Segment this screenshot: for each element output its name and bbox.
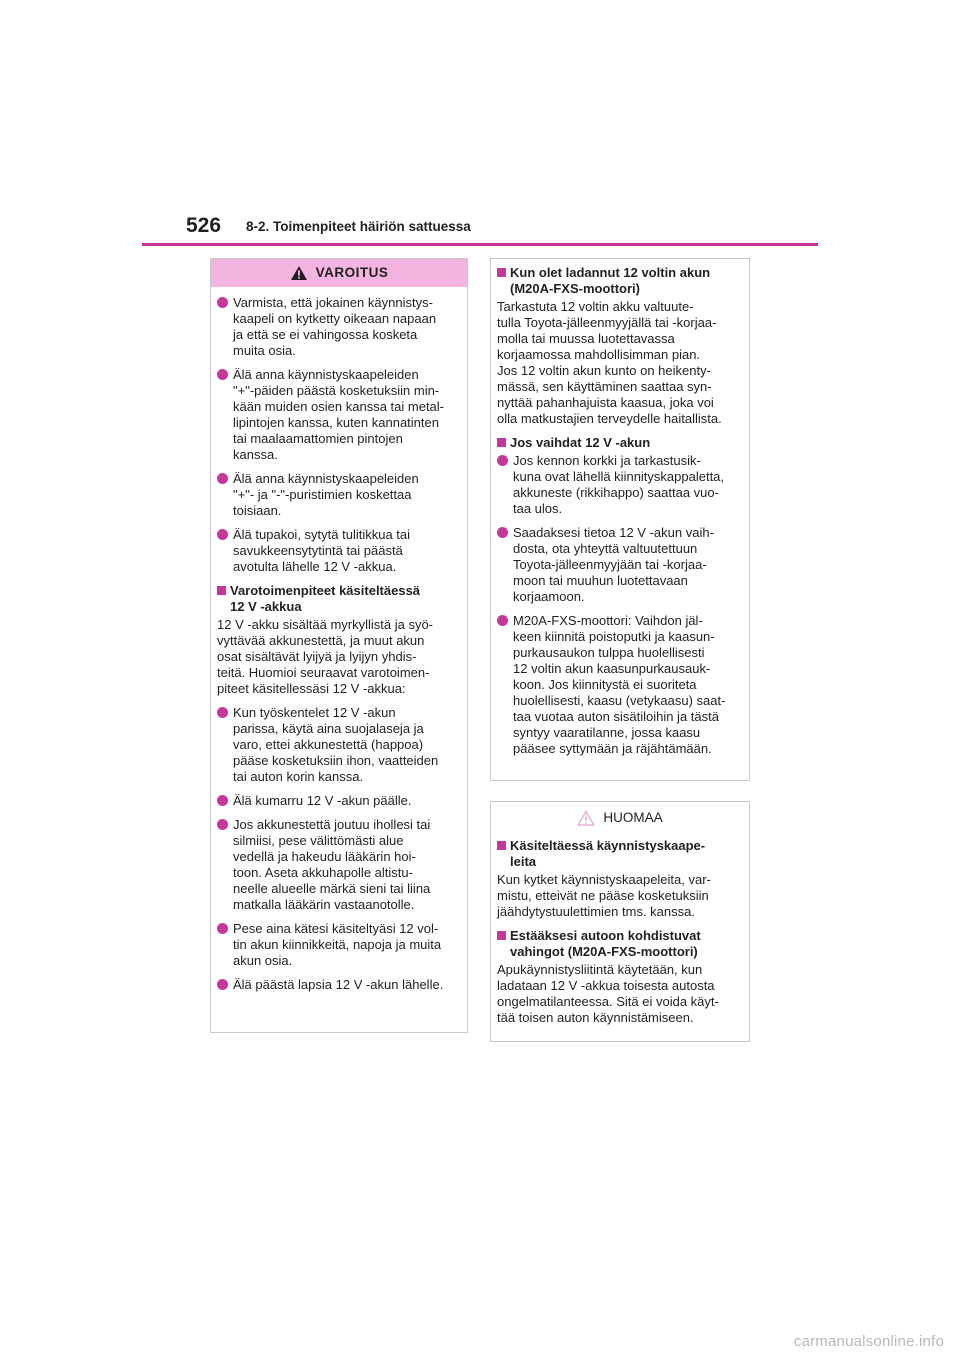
item-text: Älä kumarru 12 V -akun päälle. [233,793,412,808]
item-text: Kun kytket käynnistyskaapeleita, var- mistu, etteivät ne pääse kosketuksiin jäähdytystuulettimien tms. kanssa. [497,872,711,919]
paragraph [217,617,459,697]
bullet-item [217,527,459,575]
page-number: 526 [186,214,222,237]
item-text: Älä päästä lapsia 12 V -akun lähelle. [233,977,444,992]
bullet-item [217,977,459,993]
bullet-dot-icon [497,615,508,626]
subheading [497,265,741,297]
warning-triangle-icon [290,265,308,281]
subheading [497,838,741,870]
warning-box-body [211,287,467,1005]
header-rule [142,243,818,246]
caution-triangle-icon [577,810,595,826]
item-text: 12 V -akku sisältää myrkyllistä ja syö- vyttävää akkunestettä, ja muut akun osat sisältävät lyijyä ja lyijyn yhdis- teitä. Huomioi seuraavat varotoimen- piteet käsitellessäsi 12 V -akkua: [217,617,434,696]
item-text: Älä anna käynnistyskaapeleiden "+"- ja "-"-puristimien koskettaa toisiaan. [233,471,419,518]
bullet-item [217,921,459,969]
warning-box-header [211,259,467,287]
item-text: Älä tupakoi, sytytä tulitikkua tai savukkeensytytintä tai päästä avotulta lähelle 12 V -akkua. [233,527,411,574]
bullet-item [497,453,741,517]
bullet-dot-icon [217,819,228,830]
bullet-item [217,471,459,519]
item-text: Apukäynnistysliitintä käytetään, kun ladataan 12 V -akkua toisesta autosta ongelmatilanteessa. Sitä ei voida käyt- tää toisen auton käynnistämiseen. [497,962,719,1025]
paragraph [497,962,741,1026]
paragraph [497,299,741,427]
item-text: Saadaksesi tietoa 12 V -akun vaih- dosta, ota yhteyttä valtuutettuun Toyota-jälleenmyyjään tai -korjaa- moon tai muuhun luotettavaan korjaamoon. [513,525,714,604]
bullet-item [217,295,459,359]
square-bullet-icon [497,931,506,940]
item-text: Älä anna käynnistyskaapeleiden "+"-päiden päästä kosketuksiin min- kään muiden osien kanssa tai metal- lipintojen kanssa, kuten kannatinten tai maalaamattomien pintojen kanssa. [233,367,445,462]
bullet-dot-icon [217,979,228,990]
paragraph [497,872,741,920]
bullet-dot-icon [497,527,508,538]
square-bullet-icon [497,268,506,277]
bullet-dot-icon [217,297,228,308]
notice-box-body [491,834,749,1038]
bullet-item [217,793,459,809]
notice-box-title: HUOMAA [603,810,663,825]
warning-box-continued [490,258,750,781]
bullet-dot-icon [217,369,228,380]
notice-box [490,801,750,1042]
bullet-item [497,613,741,757]
bullet-item [217,817,459,913]
item-text: Varmista, että jokainen käynnistys- kaapeli on kytketty oikeaan napaan ja että se ei vahingossa kosketa muita osia. [233,295,437,358]
item-text: Jos akkunestettä joutuu ihollesi tai silmiisi, pese välittömästi alue vedellä ja hakeudu lääkärin hoi- toon. Aseta akkuhapolle altistu- neelle alueelle märkä sieni tai liina matkalla lääkärin vastaanotolle. [233,817,431,912]
square-bullet-icon [497,438,506,447]
item-text: Estääksesi autoon kohdistuvat vahingot (M20A-FXS-moottori) [510,928,701,959]
item-text: Käsiteltäessä käynnistyskaape- leita [510,838,706,869]
square-bullet-icon [217,586,226,595]
item-text: Tarkastuta 12 voltin akku valtuute- tulla Toyota-jälleenmyyjällä tai -korjaa- molla tai muussa luotettavassa korjaamossa mahdollisimman pian. Jos 12 voltin akun kunto on heikenty- mässä, sen käyttäminen saattaa syn- nyttää pahanhajuista kaasua, joka voi olla matkustajien terveydelle haitallista. [497,299,722,426]
item-text: Kun olet ladannut 12 voltin akun (M20A-FXS-moottori) [510,265,711,296]
notice-box-header [491,802,749,834]
subheading [217,583,459,615]
bullet-dot-icon [217,707,228,718]
bullet-dot-icon [217,795,228,806]
item-text: M20A-FXS-moottori: Vaihdon jäl- keen kiinnitä poistoputki ja kaasun- purkausaukon tulppa huolellisesti 12 voltin akun kaasunpurkausauk- koon. Jos kiinnitystä ei suoriteta huolellisesti, kaasu (vetykaasu) saat- taa vuotaa auton sisätiloihin ja tästä syntyy vaaratilanne, jossa kaasu pääsee syttymään ja räjähtämään. [513,613,726,756]
item-text: Jos kennon korkki ja tarkastusik- kuna ovat lähellä kiinnityskappaletta, akkuneste (rikkihappo) saattaa vuo- taa ulos. [513,453,725,516]
item-text: Pese aina kätesi käsiteltyäsi 12 vol- tin akun kiinnikkeitä, napoja ja muita akun osia. [233,921,442,968]
watermark: carmanualsonline.info [793,1333,944,1350]
item-text: Varotoimenpiteet käsiteltäessä 12 V -akkua [230,583,421,614]
subheading [497,435,741,451]
bullet-item [497,525,741,605]
warning-box [210,258,468,1033]
bullet-item [217,705,459,785]
section-title: 8-2. Toimenpiteet häiriön sattuessa [246,219,471,234]
bullet-dot-icon [497,455,508,466]
bullet-dot-icon [217,473,228,484]
square-bullet-icon [497,841,506,850]
warning-box-title: VAROITUS [315,265,389,280]
bullet-item [217,367,459,463]
subheading [497,928,741,960]
bullet-dot-icon [217,923,228,934]
item-text: Kun työskentelet 12 V -akun parissa, käytä aina suojalaseja ja varo, ettei akkunestettä (happoa) pääse kosketuksiin ihon, vaatteiden tai auton korin kanssa. [233,705,439,784]
item-text: Jos vaihdat 12 V -akun [510,435,651,450]
bullet-dot-icon [217,529,228,540]
warning-box-continued-body [491,259,749,769]
